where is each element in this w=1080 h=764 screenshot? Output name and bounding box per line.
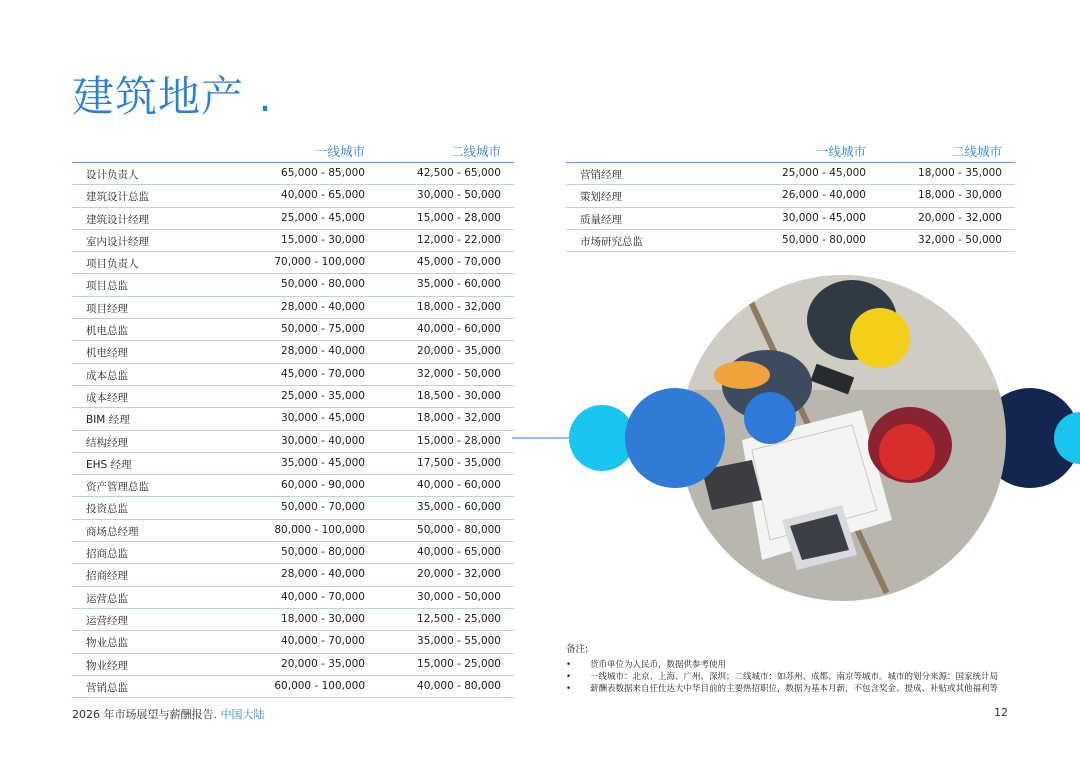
table-row <box>72 475 514 497</box>
tier2-salary-cell: 40,000 - 60,000 <box>417 323 501 336</box>
table-row <box>72 654 514 676</box>
job-title-cell: 营销经理 <box>580 169 622 181</box>
tier1-salary-cell: 60,000 - 90,000 <box>281 479 365 492</box>
job-title-cell: 建筑设计总监 <box>86 191 149 204</box>
tier2-salary-cell: 18,000 - 32,000 <box>417 412 501 425</box>
table-row <box>72 408 514 430</box>
tier1-salary-cell: 25,000 - 35,000 <box>281 389 365 402</box>
table-row <box>72 564 514 586</box>
job-title-cell: 市场研究总监 <box>580 235 643 248</box>
tier2-salary-cell: 20,000 - 35,000 <box>417 345 501 358</box>
tier2-salary-cell: 17,500 - 35,000 <box>417 456 501 469</box>
table-row <box>72 274 514 296</box>
construction-photo-graphic <box>512 270 1080 610</box>
table-row <box>72 252 514 274</box>
job-title-cell: 机电总监 <box>86 325 128 338</box>
table-row <box>72 319 514 341</box>
tier1-salary-cell: 60,000 - 100,000 <box>274 679 365 692</box>
page-title: 建筑地产 . <box>72 72 273 121</box>
tier1-salary-cell: 28,000 - 40,000 <box>281 300 365 313</box>
job-title-cell: 投资总监 <box>86 503 128 516</box>
table-row <box>566 230 1015 252</box>
footer <box>72 706 265 722</box>
tier1-salary-cell: 28,000 - 40,000 <box>281 345 365 358</box>
tier1-salary-cell: 28,000 - 40,000 <box>281 568 365 581</box>
photo-illustration <box>512 270 1080 610</box>
tier1-salary-cell: 30,000 - 40,000 <box>281 434 365 447</box>
job-title-cell: 物业总监 <box>86 637 128 650</box>
tier1-salary-cell: 65,000 - 85,000 <box>281 167 365 179</box>
job-title-cell: BIM 经理 <box>86 414 130 427</box>
tier2-salary-cell: 45,000 - 70,000 <box>417 256 501 269</box>
tier2-salary-cell: 15,000 - 25,000 <box>417 657 501 670</box>
job-title-cell: 招商总监 <box>86 548 128 561</box>
table-row <box>72 631 514 653</box>
table-row <box>566 208 1015 230</box>
job-title-cell: 机电经理 <box>86 347 128 360</box>
tier2-salary-cell: 40,000 - 65,000 <box>417 546 501 559</box>
tier1-salary-cell: 26,000 - 40,000 <box>782 189 866 202</box>
tier2-salary-cell: 32,000 - 50,000 <box>918 233 1002 246</box>
tier2-salary-cell: 50,000 - 80,000 <box>417 523 501 536</box>
table-row <box>72 542 514 564</box>
tier2-salary-cell: 40,000 - 80,000 <box>417 679 501 692</box>
table-row <box>566 163 1015 185</box>
table-body <box>566 163 1015 252</box>
tier2-salary-cell: 15,000 - 28,000 <box>417 434 501 447</box>
table-row <box>72 520 514 542</box>
tier2-salary-cell: 32,000 - 50,000 <box>417 367 501 380</box>
table-row <box>72 185 514 207</box>
job-title-cell: 商场总经理 <box>86 525 139 538</box>
table-row <box>72 676 514 698</box>
note-item: • 薪酬表数据来自任仕达大中华目前的主要热招职位，数据为基本月薪，不包含奖金、提成、补贴或其他福利等 <box>566 683 1026 695</box>
table-row <box>72 208 514 230</box>
table-row <box>72 163 514 185</box>
decor-circle-blue <box>625 388 725 488</box>
tier2-salary-cell: 35,000 - 55,000 <box>417 635 501 648</box>
tier1-salary-cell: 15,000 - 30,000 <box>281 233 365 246</box>
job-title-cell: 结构经理 <box>86 436 128 449</box>
notes-section <box>566 641 1026 695</box>
tier2-salary-cell: 20,000 - 32,000 <box>918 211 1002 224</box>
tier1-salary-cell: 50,000 - 70,000 <box>281 501 365 514</box>
notes-list <box>566 659 1026 695</box>
header-tier1-city: 一线城市 <box>314 144 365 159</box>
job-title-cell: 项目总监 <box>86 280 128 293</box>
footer-region: 中国大陆 <box>220 708 265 721</box>
tier1-salary-cell: 50,000 - 75,000 <box>281 323 365 336</box>
tier1-salary-cell: 20,000 - 35,000 <box>281 657 365 670</box>
job-title-cell: 设计负责人 <box>86 169 139 181</box>
tier2-salary-cell: 12,500 - 25,000 <box>417 612 501 625</box>
job-title-cell: 策划经理 <box>580 191 622 204</box>
job-title-cell: EHS 经理 <box>86 458 132 471</box>
tier1-salary-cell: 25,000 - 45,000 <box>281 211 365 224</box>
job-title-cell: 项目负责人 <box>86 258 139 271</box>
tier1-salary-cell: 18,000 - 30,000 <box>281 612 365 625</box>
job-title-cell: 资产管理总监 <box>86 481 149 494</box>
header-tier1-city: 一线城市 <box>815 144 866 159</box>
tier2-salary-cell: 35,000 - 60,000 <box>417 278 501 291</box>
notes-title: 备注: <box>566 644 589 655</box>
job-title-cell: 成本经理 <box>86 391 128 404</box>
job-title-cell: 运营总监 <box>86 592 128 605</box>
tier2-salary-cell: 18,000 - 30,000 <box>918 189 1002 202</box>
tier2-salary-cell: 18,500 - 30,000 <box>417 389 501 402</box>
footer-report-title: 2026 年市场展望与薪酬报告. <box>72 708 217 721</box>
tier2-salary-cell: 20,000 - 32,000 <box>417 568 501 581</box>
tier1-salary-cell: 70,000 - 100,000 <box>274 256 365 269</box>
tier1-salary-cell: 40,000 - 70,000 <box>281 635 365 648</box>
job-title-cell: 招商经理 <box>86 570 128 583</box>
table-row <box>72 453 514 475</box>
job-title-cell: 成本总监 <box>86 369 128 382</box>
note-item: • 一线城市：北京、上海、广州、深圳；二线城市：如苏州、成都、南京等城市。城市的划分来源：国家统计局 <box>566 671 1026 683</box>
job-title-cell: 项目经理 <box>86 302 128 315</box>
tier1-salary-cell: 25,000 - 45,000 <box>782 167 866 179</box>
header-tier2-city: 二线城市 <box>450 144 501 159</box>
tier1-salary-cell: 30,000 - 45,000 <box>281 412 365 425</box>
tier2-salary-cell: 18,000 - 32,000 <box>417 300 501 313</box>
table-row <box>72 587 514 609</box>
tier2-salary-cell: 30,000 - 50,000 <box>417 189 501 202</box>
table-header <box>72 140 514 163</box>
tier2-salary-cell: 30,000 - 50,000 <box>417 590 501 603</box>
tier2-salary-cell: 35,000 - 60,000 <box>417 501 501 514</box>
tier2-salary-cell: 15,000 - 28,000 <box>417 211 501 224</box>
tier1-salary-cell: 50,000 - 80,000 <box>281 278 365 291</box>
tier1-salary-cell: 50,000 - 80,000 <box>281 546 365 559</box>
table-body <box>72 163 514 698</box>
tier1-salary-cell: 35,000 - 45,000 <box>281 456 365 469</box>
tier2-salary-cell: 18,000 - 35,000 <box>918 167 1002 179</box>
tier1-salary-cell: 45,000 - 70,000 <box>281 367 365 380</box>
table-row <box>72 431 514 453</box>
tier1-salary-cell: 30,000 - 45,000 <box>782 211 866 224</box>
job-title-cell: 物业经理 <box>86 659 128 672</box>
tier2-salary-cell: 40,000 - 60,000 <box>417 479 501 492</box>
table-row <box>566 185 1015 207</box>
job-title-cell: 营销总监 <box>86 681 128 694</box>
page-number: 12 <box>994 706 1008 719</box>
salary-table-left <box>72 140 514 698</box>
table-row <box>72 230 514 252</box>
note-item: • 货币单位为人民币，数据供参考使用 <box>566 659 1026 671</box>
table-row <box>72 609 514 631</box>
table-row <box>72 364 514 386</box>
tier1-salary-cell: 80,000 - 100,000 <box>274 523 365 536</box>
table-row <box>72 386 514 408</box>
salary-table-right <box>566 140 1015 252</box>
tier1-salary-cell: 50,000 - 80,000 <box>782 233 866 246</box>
job-title-cell: 质量经理 <box>580 213 622 226</box>
tier1-salary-cell: 40,000 - 70,000 <box>281 590 365 603</box>
job-title-cell: 建筑设计经理 <box>86 213 149 226</box>
job-title-cell: 运营经理 <box>86 614 128 627</box>
table-row <box>72 297 514 319</box>
table-row <box>72 497 514 519</box>
table-row <box>72 341 514 363</box>
tier2-salary-cell: 42,500 - 65,000 <box>417 167 501 179</box>
table-header <box>566 140 1015 163</box>
tier1-salary-cell: 40,000 - 65,000 <box>281 189 365 202</box>
tier2-salary-cell: 12,000 - 22,000 <box>417 233 501 246</box>
job-title-cell: 室内设计经理 <box>86 235 149 248</box>
header-tier2-city: 二线城市 <box>951 144 1002 159</box>
